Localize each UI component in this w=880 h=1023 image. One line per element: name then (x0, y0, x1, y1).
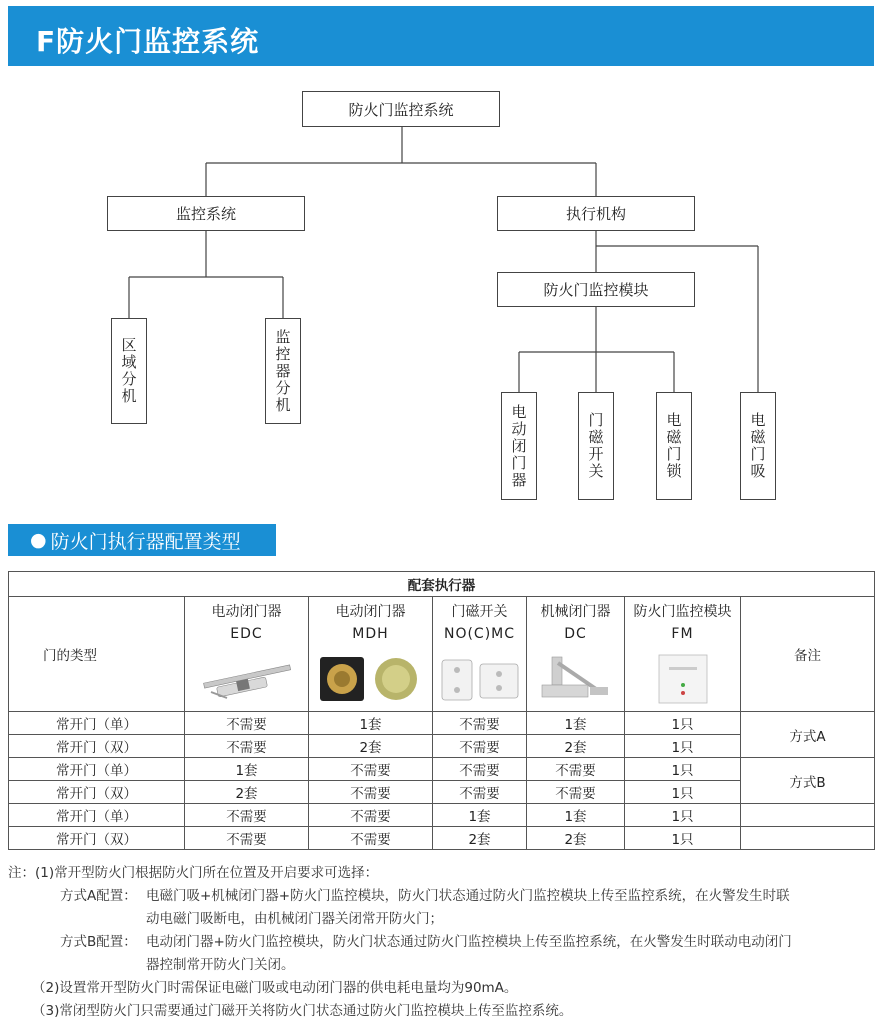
tree-leaf-door-switch: 门磁开关 (578, 392, 614, 500)
table-cell: 不需要 (433, 712, 527, 735)
tree-node-module: 防火门监控模块 (497, 272, 695, 307)
device-name: 机械闭门器 (540, 604, 611, 620)
door-type-cell: 常开门（单） (9, 758, 185, 781)
section-header (8, 524, 276, 556)
table-cell: 1只 (625, 758, 741, 781)
note-b-line-2 (8, 954, 874, 977)
door-type-cell: 常开门（双） (9, 735, 185, 758)
door-type-cell: 常开门（单） (9, 804, 185, 827)
device-header-edc (185, 597, 309, 712)
device-code: FM (671, 626, 694, 642)
edc-closer-icon (197, 654, 297, 704)
door-type-cell: 常开门（单） (9, 712, 185, 735)
table-row (9, 804, 875, 827)
tree-leaf-mag-hold: 电磁门吸 (740, 392, 776, 500)
remark-cell-b: 方式B (741, 758, 875, 804)
table-cell: 不需要 (185, 712, 309, 735)
table-cell: 不需要 (185, 804, 309, 827)
note-a-label: 方式A配置： (60, 888, 137, 904)
table-cell: 2套 (309, 735, 433, 758)
note-3: （3)常闭型防火门只需要通过门磁开关将防火门状态通过防火门监控模块上传至监控系统。 (32, 1003, 573, 1019)
table-cell: 1套 (185, 758, 309, 781)
table-row (9, 827, 875, 850)
table-cell: 不需要 (527, 781, 625, 804)
device-code: MDH (352, 626, 389, 642)
table-cell: 1套 (433, 804, 527, 827)
table-cell: 不需要 (433, 758, 527, 781)
table-cell: 不需要 (309, 781, 433, 804)
config-table (8, 571, 875, 850)
note-b-line-1 (8, 931, 874, 954)
notes (8, 862, 874, 1023)
table-cell: 不需要 (527, 758, 625, 781)
bullet-icon: ● (30, 529, 47, 551)
note-b-text-2: 器控制常开防火门关闭。 (146, 957, 295, 973)
table-cell: 不需要 (309, 758, 433, 781)
mechanical-closer-icon (536, 653, 616, 705)
table-cell: 2套 (527, 827, 625, 850)
table-cell: 不需要 (185, 827, 309, 850)
table-cell: 1只 (625, 804, 741, 827)
table-cell: 不需要 (309, 804, 433, 827)
table-cell: 1只 (625, 827, 741, 850)
device-code: DC (564, 626, 587, 642)
note-2: （2)设置常开型防火门时需保证电磁门吸或电动闭门器的供电耗电量均为90mA。 (32, 980, 518, 996)
table-cell: 1只 (625, 735, 741, 758)
device-header-mechanical (527, 597, 625, 712)
door-type-cell: 常开门（双） (9, 827, 185, 850)
tree-node-root: 防火门监控系统 (302, 91, 500, 127)
note-b-text-1: 电动闭门器+防火门监控模块，防火门状态通过防火门监控模块上传至监控系统，在火警发生时联动电动闭门 (146, 934, 792, 950)
mdh-holder-icon (316, 653, 426, 705)
device-name: 电动闭门器 (335, 604, 406, 620)
table-cell: 2套 (527, 735, 625, 758)
device-code: NO(C)MC (443, 626, 516, 642)
note-b-label: 方式B配置： (60, 934, 137, 950)
tree-leaf-zone: 区域分机 (111, 318, 147, 424)
table-cell: 2套 (185, 781, 309, 804)
table-cell: 1只 (625, 781, 741, 804)
table-row (9, 712, 875, 735)
note-a-line-1 (8, 885, 874, 908)
table-cell: 2套 (433, 827, 527, 850)
table-row (9, 758, 875, 781)
table-cell: 不需要 (309, 827, 433, 850)
door-type-header: 门的类型 (9, 597, 185, 712)
monitor-module-icon (653, 653, 713, 705)
door-switch-icon (438, 654, 522, 704)
remark-cell-empty (741, 804, 875, 827)
table-cell: 1只 (625, 712, 741, 735)
remark-header: 备注 (741, 597, 875, 712)
tree-leaf-monitor-ext: 监控器分机 (265, 318, 301, 424)
device-name: 防火门监控模块 (633, 604, 732, 620)
device-header-module (625, 597, 741, 712)
device-header-door-switch (433, 597, 527, 712)
device-name: 电动闭门器 (211, 604, 282, 620)
page-title: F防火门监控系统 (36, 25, 260, 58)
door-type-cell: 常开门（双） (9, 781, 185, 804)
tree-leaf-edc: 电动闭门器 (501, 392, 537, 500)
table-cell: 不需要 (433, 735, 527, 758)
table-cell: 1套 (309, 712, 433, 735)
remark-cell-empty (741, 827, 875, 850)
device-header-mdh (309, 597, 433, 712)
table-group-header: 配套执行器 (9, 572, 875, 597)
table-cell: 不需要 (433, 781, 527, 804)
table-cell: 1套 (527, 712, 625, 735)
note-1: 注：(1)常开型防火门根据防火门所在位置及开启要求可选择： (8, 865, 379, 881)
table-cell: 不需要 (185, 735, 309, 758)
note-a-text-1: 电磁门吸+机械闭门器+防火门监控模块，防火门状态通过防火门监控模块上传至监控系统，在火警发生时联 (146, 888, 790, 904)
tree-node-executor: 执行机构 (497, 196, 695, 231)
remark-cell-a: 方式A (741, 712, 875, 758)
device-code: EDC (230, 626, 263, 642)
note-a-text-2: 动电磁门吸断电，由机械闭门器关闭常开防火门； (146, 911, 443, 927)
tree-leaf-mag-lock: 电磁门锁 (656, 392, 692, 500)
device-name: 门磁开关 (451, 604, 508, 620)
tree-node-monitor-system: 监控系统 (107, 196, 305, 231)
table-cell: 1套 (527, 804, 625, 827)
section-title: 防火门执行器配置类型 (50, 530, 241, 553)
note-a-line-2 (8, 908, 874, 931)
